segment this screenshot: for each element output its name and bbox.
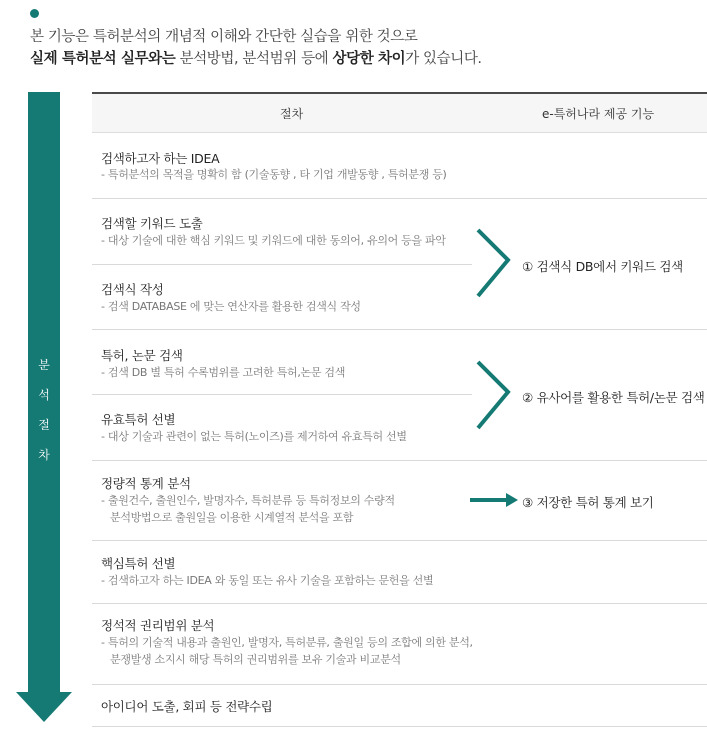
right-arrow-icon: [470, 493, 520, 507]
row-divider: [92, 264, 472, 265]
step-desc: - 출원건수, 출원인수, 발명자수, 특허분류 등 특허정보의 수량적: [101, 494, 395, 507]
step-desc: - 대상 기술에 대한 핵심 키워드 및 키워드에 대한 동의어, 유의어 등을 파악: [101, 234, 446, 247]
step-title: 아이디어 도출, 회피 등 전략수립: [101, 699, 273, 714]
step-desc: - 검색하고자 하는 IDEA 와 동일 또는 유사 기술을 포함하는 문헌을 선별: [101, 574, 434, 587]
row-divider: [92, 684, 707, 685]
row-divider: [92, 460, 707, 461]
step-desc: 분석방법으로 출원일을 이용한 시계열적 분석을 포함: [110, 511, 354, 524]
process-arrow-head-icon: [16, 692, 72, 722]
intro-line-1: 본 기능은 특허분석의 개념적 이해와 간단한 실습을 위한 것으로: [30, 29, 418, 45]
intro-text: [30, 26, 690, 70]
step-title: 특허, 논문 검색: [101, 348, 183, 363]
intro-bold-2: 상당한 차이: [332, 51, 406, 67]
feature-saved-patent-stats: ③ 저장한 특허 통계 보기: [522, 495, 654, 510]
step-title: 유효특허 선별: [101, 412, 176, 427]
intro-mid: 분석방법, 분석범위 등에: [175, 51, 333, 67]
process-arrow-char-1: 분: [38, 358, 50, 372]
step-desc: - 특허의 기술적 내용과 출원인, 발명자, 특허분류, 출원일 등의 조합에 의한 분석,: [101, 636, 473, 649]
process-arrow-char-2: 석: [38, 388, 50, 402]
process-arrow-char-3: 절: [38, 418, 50, 432]
bullet-dot-icon: [30, 9, 39, 18]
header-feature: e-특허나라 제공 기능: [542, 107, 655, 121]
table-header: [92, 92, 707, 133]
step-desc: - 검색 DATABASE 에 맞는 연산자를 활용한 검색식 작성: [101, 300, 361, 313]
converge-arrow-icon: [474, 224, 514, 302]
row-divider: [92, 603, 707, 604]
step-title: 검색할 키워드 도출: [101, 216, 203, 231]
header-procedure: 절차: [280, 107, 304, 121]
row-divider: [92, 329, 707, 330]
step-title: 핵심특허 선별: [101, 556, 176, 571]
intro-bold-1: 실제 특허분석 실무와는: [30, 51, 176, 67]
step-title: 정량적 통계 분석: [101, 476, 191, 491]
step-title: 검색식 작성: [101, 282, 164, 297]
step-title: 검색하고자 하는 IDEA: [101, 151, 220, 166]
row-divider: [92, 198, 707, 199]
step-desc: - 특허분석의 목적을 명확히 함 (기술동향 , 타 기업 개발동향 , 특허분쟁 등): [101, 168, 447, 181]
process-arrow-char-4: 차: [38, 448, 50, 462]
step-desc: 분쟁발생 소지시 해당 특허의 권리범위를 보유 기술과 비교분석: [110, 653, 401, 666]
row-divider: [92, 540, 707, 541]
step-desc: - 검색 DB 별 특허 수록범위를 고려한 특허,논문 검색: [101, 366, 346, 379]
row-divider: [92, 394, 472, 395]
step-title: 정석적 권리범위 분석: [101, 618, 215, 633]
step-desc: - 대상 기술과 관련이 없는 특허(노이즈)를 제거하여 유효특허 선별: [101, 430, 407, 443]
feature-keyword-search: ① 검색식 DB에서 키워드 검색: [522, 259, 683, 274]
feature-synonym-search: ② 유사어를 활용한 특허/논문 검색: [522, 390, 705, 405]
row-divider: [92, 726, 707, 727]
intro-end: 가 있습니다.: [405, 51, 482, 67]
converge-arrow-icon: [474, 356, 514, 434]
intro-line-2: [30, 48, 690, 70]
